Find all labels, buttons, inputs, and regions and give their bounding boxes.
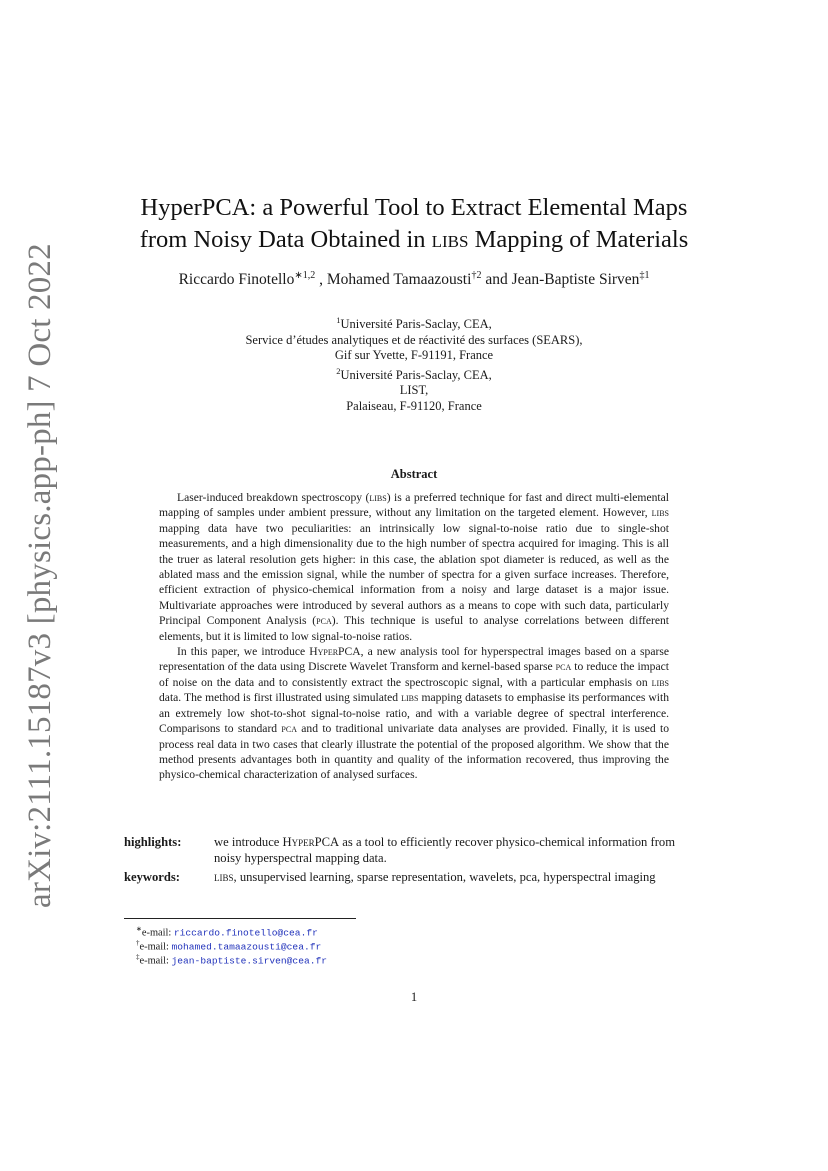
author-name: Mohamed Tamaazousti — [326, 271, 472, 289]
title-line-1: HyperPCA: a Powerful Tool to Extract Elemental Maps — [140, 194, 688, 221]
text-run: mapping data have two peculiarities: an intrinsically low signal-to-noise ratio due to single-shot measurements, and a high dimensionality due to the high number of spectra acquired for imaging. This is all the truer as lateral resolution gets higher: in this case, the ablation spot diameter is reduced, as well as the ablated mass and the emission signal, while the number of spectra for a given surface increases. Therefore, efficient extraction of physico-chemical information from a noisy and large dataset is a major issue. Multivariate approaches were introduced by several authors as a means to cope with such data, particularly Principal Component Analysis ( — [159, 521, 669, 628]
small-caps-term: pca — [316, 614, 332, 628]
small-caps-term: HyperPCA — [282, 835, 340, 849]
text-run: In this paper, we introduce — [177, 645, 310, 659]
footnote: ‡e-mail: jean-baptiste.sirven@cea.fr — [136, 953, 327, 967]
text-run: as a tool to efficiently recover physico-chemical information from noisy hyperspectral mapping data. — [214, 835, 675, 865]
abstract-body — [159, 490, 669, 783]
small-caps-term: libs — [369, 491, 387, 504]
footnote-rule — [124, 918, 356, 919]
keywords-text — [214, 869, 696, 885]
footnote: †e-mail: mohamed.tamaazousti@cea.fr — [136, 939, 322, 953]
abstract-paragraph — [159, 644, 669, 783]
text-run: we introduce — [214, 835, 283, 849]
abstract-paragraph — [159, 490, 669, 644]
keywords-block — [124, 869, 696, 885]
text-run: mapping datasets to emphasise its performances with an extremely low shot-to-shot signal-to-noise ratio, and with a variable degree of spectral interference. Comparisons to standard — [159, 691, 670, 736]
author-name: Riccardo Finotello — [178, 271, 295, 289]
small-caps-term: libs — [214, 870, 234, 884]
small-caps-term: libs — [651, 506, 669, 520]
affiliations — [0, 313, 828, 414]
paper-title — [0, 192, 828, 256]
text-run: to reduce the impact of noise on the data and to consistently extract the spectroscopic signal, with a particular emphasis on — [159, 660, 669, 689]
text-run: , a new analysis tool for hyperspectral images based on a sparse representation of the data using Discrete Wavelet Transform and kernel-based sparse — [159, 645, 669, 674]
arxiv-sidebar-stamp: arXiv:2111.15187v3 [physics.app-ph] 7 Oct 2022 — [22, 243, 58, 908]
highlights-label: highlights: — [124, 835, 182, 849]
small-caps-term: libs — [651, 675, 669, 689]
page-number: 1 — [410, 990, 418, 1004]
title-libs-acronym: libs — [431, 226, 469, 253]
highlights-block — [124, 834, 696, 866]
text-run: ). This technique is useful to analyse correlations between different elements, but it is limited to low signal-to-noise ratios. — [159, 614, 669, 643]
text-run: Laser-induced breakdown spectroscopy ( — [177, 491, 370, 504]
highlights-text — [214, 834, 696, 866]
keywords-label: keywords: — [124, 870, 180, 884]
affiliation-line: Service d’études analytiques et de réactivité des surfaces (SEARS), — [245, 332, 583, 347]
email-link[interactable]: mohamed.tamaazousti@cea.fr — [171, 941, 322, 953]
footnote: ∗e-mail: riccardo.finotello@cea.fr — [136, 925, 318, 939]
text-run: and to traditional univariate data analyses are provided. Finally, it is used to process real data in two cases that clearly illustrate the potential of the proposed algorithm. We show that the method presents advantages both in quantity and quality of the information recovered, thus improving the physico-chemical characterization of analysed surfaces. — [159, 722, 669, 782]
author-list: Riccardo Finotello$^{∗1,2}$ , Mohamed Tamaazousti$^{\dagger 2}$ and Jean-Baptiste Sirven$^{\ddagger 1}$ — [178, 270, 650, 289]
email-link[interactable]: riccardo.finotello@cea.fr — [173, 927, 318, 939]
author-name: Jean-Baptiste Sirven — [511, 271, 640, 289]
small-caps-term: pca — [555, 660, 572, 674]
affiliation-line: Palaiseau, F-91120, France — [346, 398, 482, 413]
text-run: ) is a preferred technique for fast and direct multi-elemental mapping of samples under ambient pressure, without any limitation on the targeted element. However, — [159, 491, 669, 520]
affiliation-line: Gif sur Yvette, F-91191, France — [334, 348, 494, 363]
text-run: , unsupervised learning, sparse representation, wavelets, pca, hyperspectral imaging — [233, 870, 656, 884]
affiliation-line: $^1$Université Paris-Saclay, CEA, — [336, 315, 492, 332]
affiliation-line: LIST, — [399, 383, 429, 398]
text-run: data. The method is first illustrated using simulated — [159, 691, 402, 705]
title-line-2: from Noisy Data Obtained in libs Mapping of Materials — [139, 226, 689, 253]
small-caps-term: pca — [281, 722, 297, 736]
affiliation-line: $^2$Université Paris-Saclay, CEA, — [336, 365, 492, 382]
author-mark: †2 — [471, 270, 482, 281]
abstract-heading: Abstract — [390, 467, 438, 481]
small-caps-term: HyperPCA — [309, 645, 361, 659]
author-mark: ‡1 — [639, 270, 650, 281]
small-caps-term: libs — [401, 691, 419, 705]
author-mark: ∗1,2 — [294, 270, 316, 281]
email-link[interactable]: jean-baptiste.sirven@cea.fr — [171, 955, 327, 967]
